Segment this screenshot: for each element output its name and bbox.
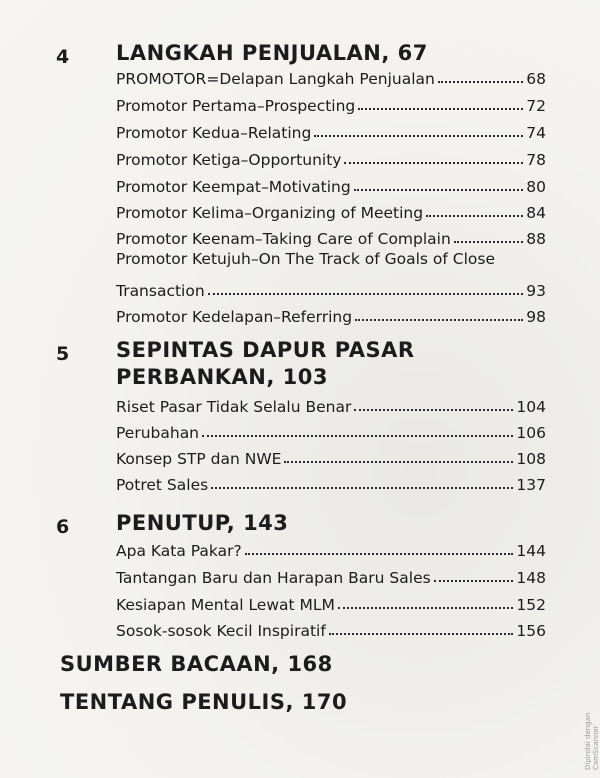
dot-leader xyxy=(354,189,524,191)
entry-page: 106 xyxy=(516,424,546,442)
dot-leader xyxy=(438,81,523,83)
entry-label: Transaction xyxy=(116,282,205,300)
entry-page: 104 xyxy=(516,398,546,416)
entry-label: Sosok-sosok Kecil Inspiratif xyxy=(116,622,326,640)
dot-leader xyxy=(354,409,513,411)
entry-page: 156 xyxy=(516,622,546,640)
scanner-watermark: Dipindai dengan CamScanner xyxy=(584,712,600,770)
toc-entry xyxy=(116,143,546,169)
dot-leader xyxy=(344,162,523,164)
entry-label: Apa Kata Pakar? xyxy=(116,542,242,560)
toc-entry xyxy=(116,274,546,300)
dot-leader xyxy=(284,461,513,463)
chapter-number: 4 xyxy=(56,46,70,68)
entry-label: Konsep STP dan NWE xyxy=(116,450,282,468)
toc-entry xyxy=(116,300,546,326)
entry-label: Promotor Pertama–Prospecting xyxy=(116,97,356,115)
chapter-title-line1: SEPINTAS DAPUR PASAR xyxy=(116,338,415,362)
toc-entry xyxy=(116,89,546,115)
toc-entry xyxy=(116,468,546,494)
entry-page: 88 xyxy=(526,230,546,248)
entry-page: 84 xyxy=(526,204,546,222)
toc-entry xyxy=(116,588,546,614)
toc-entry xyxy=(116,196,546,222)
entry-label: Tantangan Baru dan Harapan Baru Sales xyxy=(116,569,431,587)
dot-leader xyxy=(245,553,514,555)
toc-entry xyxy=(116,442,546,468)
toc-entry xyxy=(116,614,546,640)
dot-leader xyxy=(211,487,513,489)
dot-leader xyxy=(355,319,523,321)
dot-leader xyxy=(338,607,514,609)
dot-leader xyxy=(329,633,514,635)
entry-label: Potret Sales xyxy=(116,476,209,494)
toc-entry xyxy=(116,390,546,416)
toc-entry xyxy=(116,561,546,587)
entry-page: 74 xyxy=(526,124,546,142)
entry-page: 148 xyxy=(516,569,546,587)
back-matter-tentang-penulis: TENTANG PENULIS, 170 xyxy=(60,690,348,714)
entry-page: 80 xyxy=(526,178,546,196)
entry-label: Promotor Ketiga–Opportunity xyxy=(116,151,342,169)
entry-page: 137 xyxy=(516,476,546,494)
entry-label: Promotor Keenam–Taking Care of Complain xyxy=(116,230,451,248)
entry-label: Promotor Kelima–Organizing of Meeting xyxy=(116,204,424,222)
entry-page: 72 xyxy=(526,97,546,115)
chapter-number: 5 xyxy=(56,343,70,365)
entry-page: 108 xyxy=(516,450,546,468)
chapter-number: 6 xyxy=(56,516,70,538)
dot-leader xyxy=(434,580,514,582)
entry-label: Kesiapan Mental Lewat MLM xyxy=(116,596,335,614)
entry-page: 152 xyxy=(516,596,546,614)
dot-leader xyxy=(358,108,523,110)
chapter-title-line2: PERBANKAN, 103 xyxy=(116,365,328,389)
dot-leader xyxy=(202,435,513,437)
dot-leader xyxy=(314,135,523,137)
entry-label: Promotor Kedua–Relating xyxy=(116,124,312,142)
entry-label: Promotor Keempat–Motivating xyxy=(116,178,351,196)
entry-page: 68 xyxy=(526,70,546,88)
entry-page: 144 xyxy=(516,542,546,560)
chapter-title: PENUTUP, 143 xyxy=(116,511,289,535)
entry-label: Riset Pasar Tidak Selalu Benar xyxy=(116,398,352,416)
dot-leader xyxy=(208,293,524,295)
back-matter-sumber-bacaan: SUMBER BACAAN, 168 xyxy=(60,652,333,676)
entry-label: Promotor Kedelapan–Referring xyxy=(116,308,353,326)
entry-label: Perubahan xyxy=(116,424,200,442)
chapter-title: LANGKAH PENJUALAN, 67 xyxy=(116,41,428,65)
toc-entry xyxy=(116,62,546,88)
dot-leader xyxy=(454,241,523,243)
toc-entry xyxy=(116,534,546,560)
toc-entry xyxy=(116,416,546,442)
toc-entry xyxy=(116,222,546,248)
entry-label: PROMOTOR=Delapan Langkah Penjualan xyxy=(116,70,435,88)
toc-entry xyxy=(116,170,546,196)
entry-label-line1: Promotor Ketujuh–On The Track of Goals of Close xyxy=(116,250,496,268)
dot-leader xyxy=(426,215,523,217)
entry-page: 78 xyxy=(526,151,546,169)
entry-page: 93 xyxy=(526,282,546,300)
toc-entry xyxy=(116,116,546,142)
entry-page: 98 xyxy=(526,308,546,326)
